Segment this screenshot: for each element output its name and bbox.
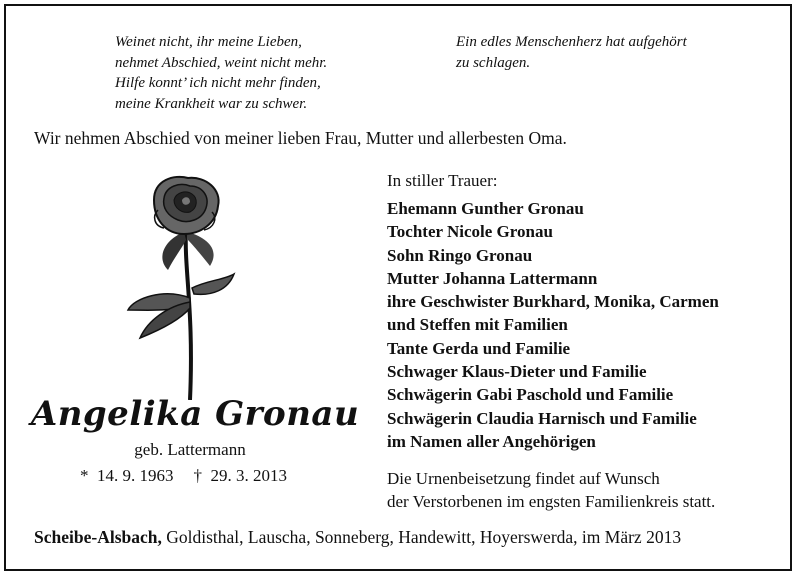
places-date-line (34, 527, 681, 548)
burial-note (387, 467, 715, 513)
burial-line: der Verstorbenen im engsten Familienkreis statt. (387, 492, 716, 511)
burial-line: Die Urnenbeisetzung findet auf Wunsch (387, 469, 660, 488)
list-item: Ehemann Gunther Gronau (387, 199, 584, 218)
list-item: im Namen aller Angehörigen (387, 431, 596, 451)
life-dates (80, 466, 287, 486)
mourning-heading: In stiller Trauer: (387, 171, 498, 190)
deceased-name: Angelika Gronau (30, 394, 360, 434)
poem-line: nehmet Abschied, weint nicht mehr. (115, 54, 328, 71)
list-item: Schwager Klaus-Dieter und Familie (387, 362, 647, 382)
list-item: Tochter Nicole Gronau (387, 222, 553, 242)
poem-line: Hilfe konnt’ ich nicht mehr finden, (115, 75, 321, 91)
poem-line: Weinet nicht, ihr meine Lieben, (115, 34, 302, 50)
death-date: † 29. 3. 2013 (193, 466, 287, 485)
list-item: Tante Gerda und Familie (387, 338, 571, 358)
maiden-name: geb. Lattermann (134, 440, 246, 459)
poem-line: zu schlagen. (456, 54, 531, 71)
list-item: Schwägerin Claudia Harnisch und Familie (387, 408, 697, 428)
mourner-list (387, 197, 719, 453)
list-item: Schwägerin Gabi Paschold und Familie (387, 385, 674, 405)
poem-left (115, 32, 327, 114)
poem-right (456, 32, 687, 73)
list-item: und Steffen mit Familien (387, 315, 568, 335)
intro-text: Wir nehmen Abschied von meiner lieben Frau, Mutter und allerbesten Oma. (34, 128, 567, 148)
poem-line: meine Krankheit war zu schwer. (115, 95, 308, 112)
list-item: Mutter Johanna Lattermann (387, 268, 598, 288)
main-place: Scheibe-Alsbach, (34, 527, 162, 547)
list-item: Sohn Ringo Gronau (387, 245, 533, 265)
poem-line: Ein edles Menschenherz hat aufgehört (456, 34, 687, 50)
birth-date: * 14. 9. 1963 (80, 466, 174, 485)
rose-icon (124, 170, 244, 400)
other-places: Goldisthal, Lauscha, Sonneberg, Handewitt, Hoyerswerda, im März 2013 (161, 527, 682, 547)
list-item: ihre Geschwister Burkhard, Monika, Carmen (387, 292, 719, 312)
